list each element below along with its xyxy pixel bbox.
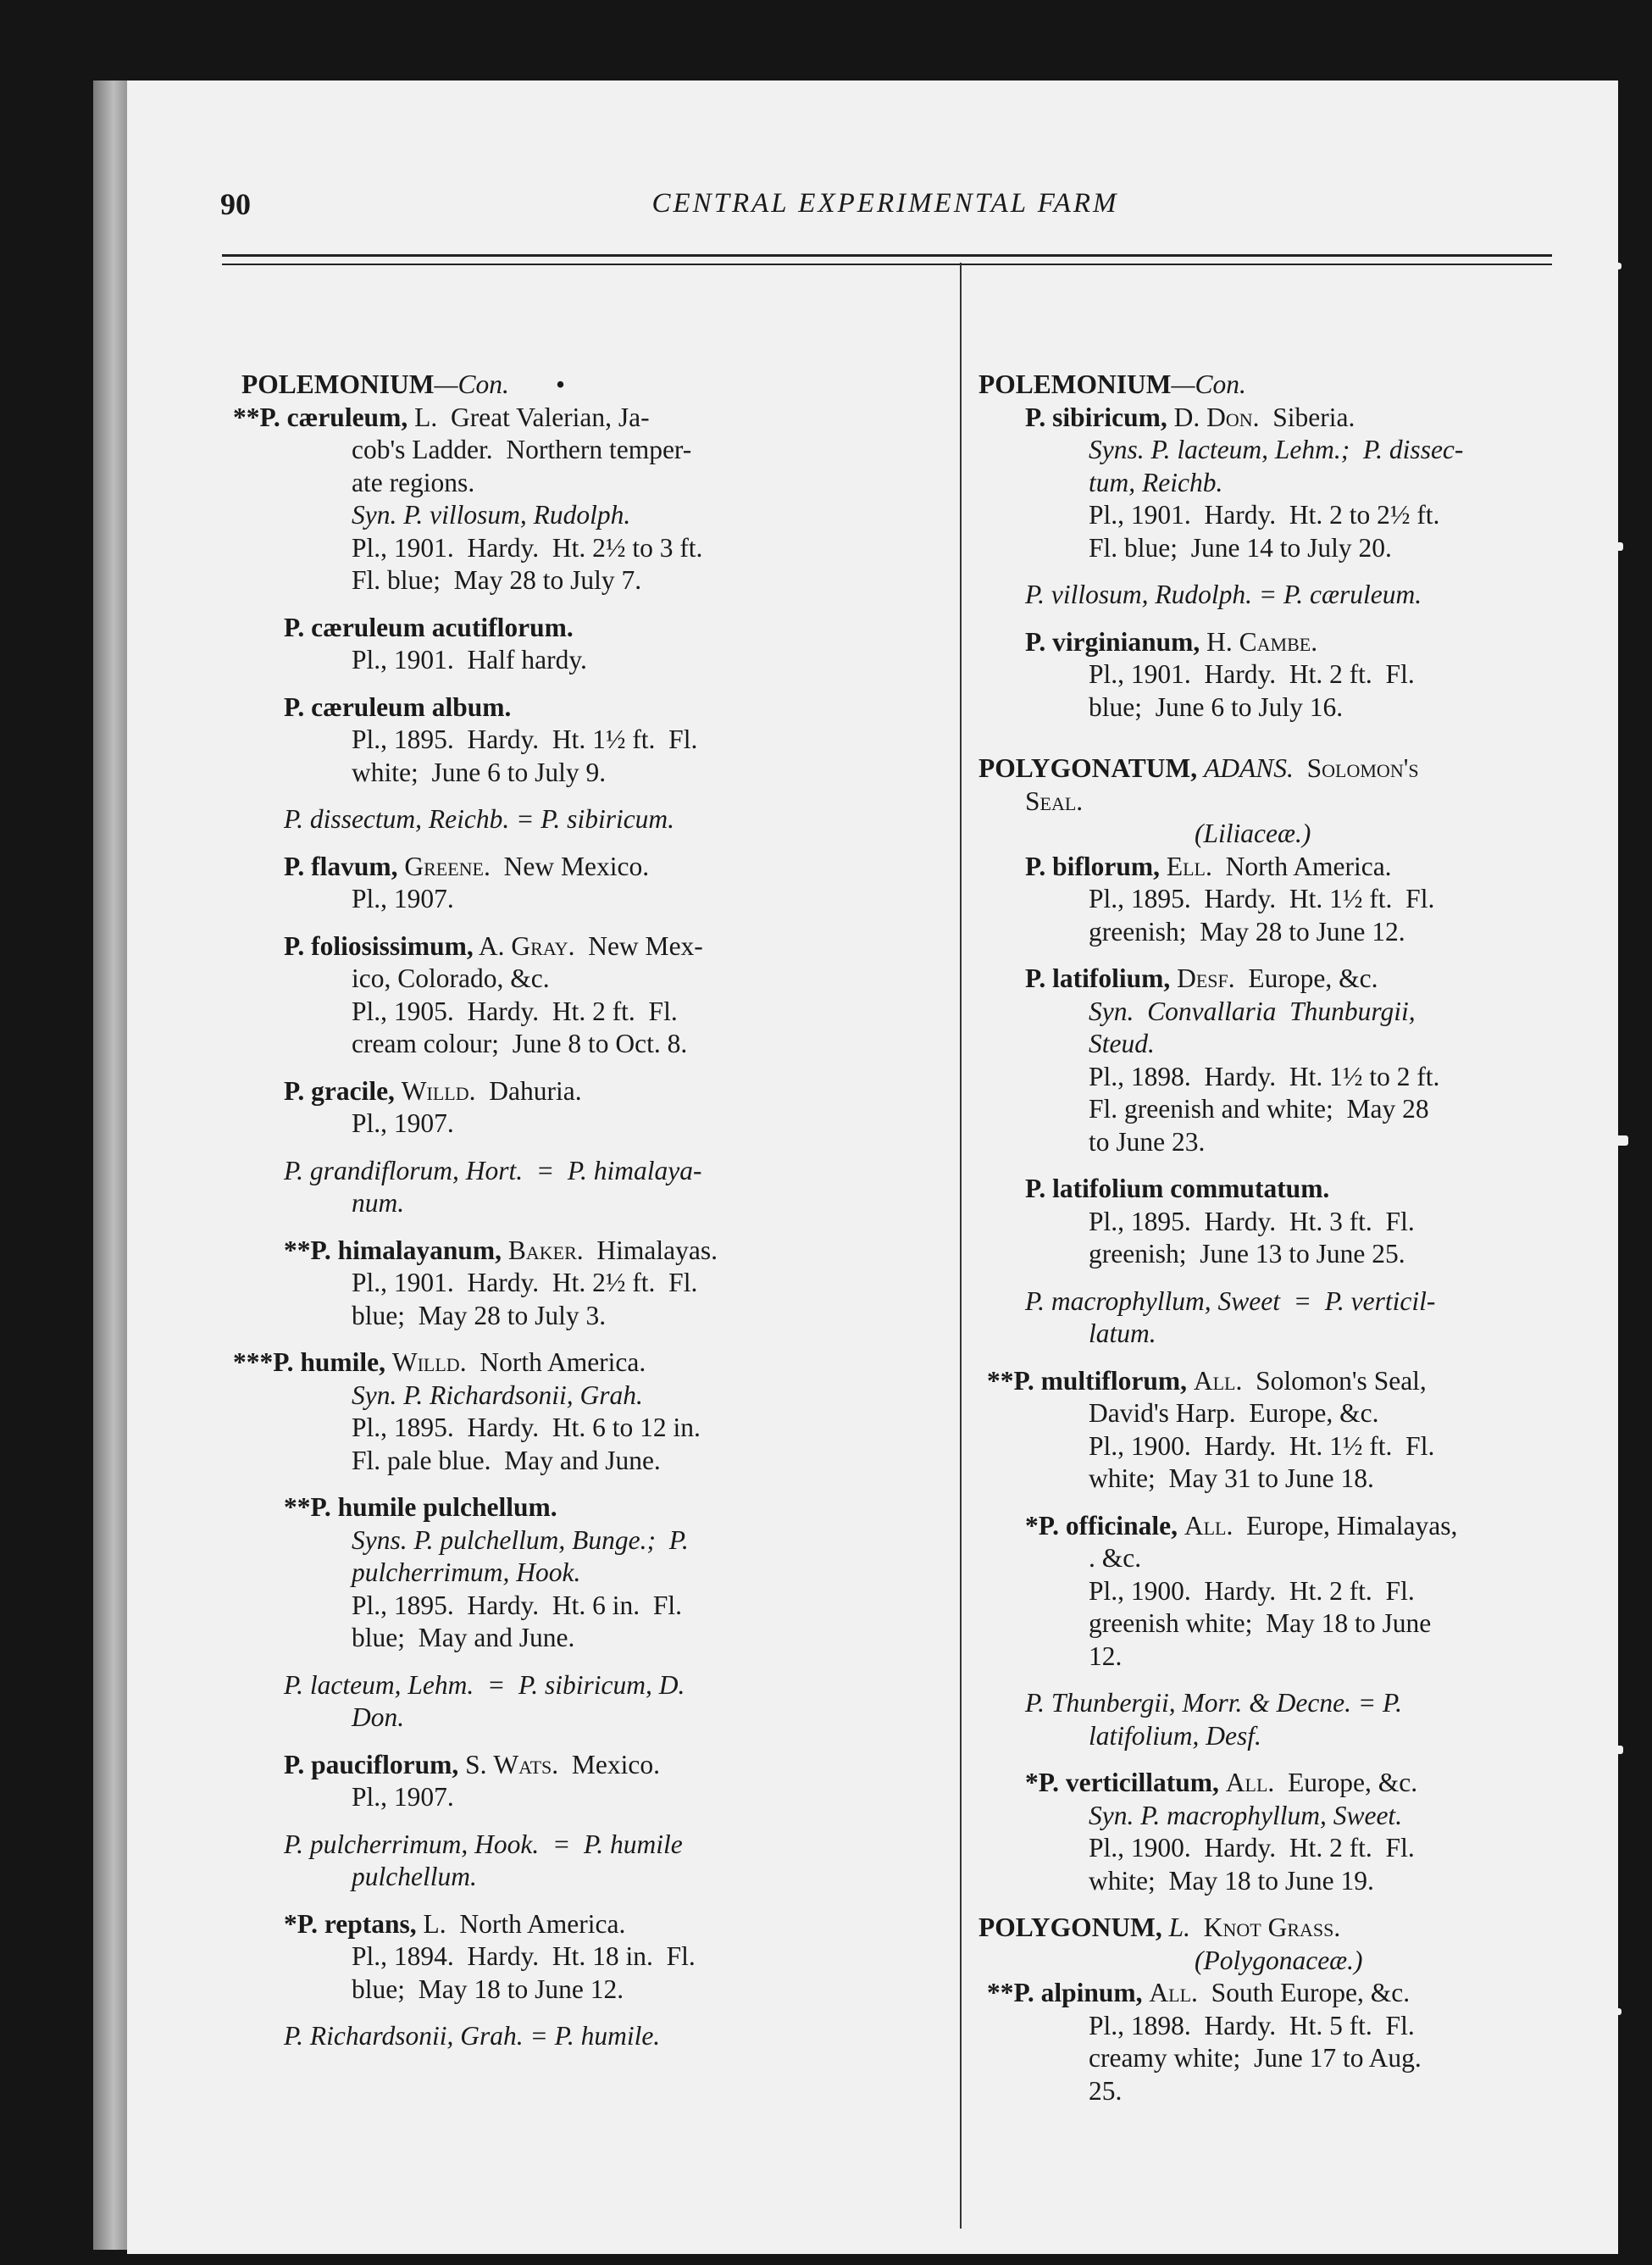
text-line [978,1542,1563,1575]
text-line [233,644,946,677]
text-run [1294,753,1307,783]
text-run [1178,1511,1184,1541]
text-run: Desf. [1177,963,1235,993]
text-run: L. [1168,1912,1190,1942]
text-run: Pl., 1901. Hardy. Ht. 2 to 2½ ft. [1089,500,1440,530]
text-line [978,626,1563,659]
text-line [978,883,1563,916]
text-run: L. North America. [416,1908,626,1939]
text-run: pulcherrimum, Hook. [352,1557,581,1587]
text-line [978,1720,1563,1753]
text-run: Pl., 1901. Half hardy. [352,645,587,675]
text-run: Pl., 1895. Hardy. Ht. 3 ft. Fl. [1089,1206,1415,1236]
text-line [978,1832,1563,1865]
entry-name: **P. multiflorum, [987,1365,1187,1396]
text-line [978,916,1563,949]
entry-name: POLEMONIUM [978,369,1172,399]
text-run: P. dissectum, Reichb. = P. sibiricum. [284,804,675,834]
text-line [978,851,1563,884]
paragraph-gap [978,1271,1563,1285]
text-line [978,1173,1563,1206]
text-run: New Mex- [574,930,703,961]
paragraph-gap [978,948,1563,963]
text-run: H. [1200,626,1239,657]
text-line [978,1575,1563,1608]
text-run: Pl., 1905. Hardy. Ht. 2 ft. Fl. [352,996,678,1026]
text-run: North America. [1211,851,1392,881]
entry-name: **P. humile pulchellum. [284,1492,557,1522]
text-line [233,1557,946,1590]
text-line [233,402,946,435]
text-run: L. Great Valerian, Ja- [407,402,650,432]
text-line [233,369,946,402]
paragraph-gap [978,1496,1563,1510]
text-run: Pl., 1901. Hardy. Ht. 2½ ft. Fl. [352,1268,698,1297]
text-run: white; June 6 to July 9. [352,757,607,787]
text-run: tum, Reichb. [1089,467,1223,497]
text-run: Pl., 1900. Hardy. Ht. 1½ ft. Fl. [1089,1430,1435,1461]
text-run: Solomon's [1306,753,1419,783]
text-line [233,851,946,884]
text-run: blue; May and June. [352,1623,575,1652]
text-run: Willd. [401,1075,476,1106]
text-run: Siberia. [1259,402,1355,432]
text-run: Syn. P. macrophyllum, Sweet. [1089,1800,1403,1830]
text-run: ate regions. [352,467,475,497]
entry-name: **P. cæruleum, [233,402,408,432]
text-run: Syn. P. Richardsonii, Grah. [352,1380,643,1410]
text-line [978,1028,1563,1061]
text-line [978,1238,1563,1271]
text-run: creamy white; June 17 to Aug. [1089,2043,1422,2073]
text-run: Willd. [391,1347,467,1377]
entry-name: POLYGONATUM, [978,753,1198,783]
text-run: . &c. [1089,1543,1142,1573]
entry-name: ***P. humile, [233,1347,385,1377]
text-run: All. [1184,1510,1233,1541]
text-run: —Con. [434,369,509,399]
text-run: 25. [1089,2075,1123,2106]
text-run: Greene. [404,851,491,881]
text-line [978,1061,1563,1094]
text-line [233,499,946,532]
text-line [233,1300,946,1333]
text-line [233,1702,946,1735]
text-line [978,1365,1563,1398]
text-line [233,1829,946,1862]
text-line [978,369,1563,402]
text-line [233,1940,946,1974]
text-line [233,564,946,597]
text-line [978,1912,1563,1945]
text-run: (Liliaceæ.) [1195,819,1311,848]
text-line [978,818,1563,851]
paragraph-gap [233,1332,946,1346]
text-line [233,883,946,916]
text-line [978,1206,1563,1239]
text-line [233,1075,946,1108]
text-run: blue; June 6 to July 16. [1089,691,1344,722]
text-run: Baker. [507,1235,584,1265]
paragraph-gap [978,1752,1563,1767]
text-run: New Mexico. [490,851,650,881]
entry-name: P. biflorum, [1025,851,1160,881]
text-line [978,1800,1563,1833]
text-line [978,2010,1563,2043]
text-run: to June 23. [1089,1126,1206,1157]
text-line [978,579,1563,612]
text-line [233,1491,946,1524]
text-line [978,1510,1563,1543]
text-line [233,1445,946,1478]
paragraph-gap [233,1735,946,1749]
text-run: —Con. [1171,369,1246,399]
text-run [395,1076,402,1106]
text-run: greenish white; May 18 to June [1089,1608,1432,1638]
right-column [978,369,1563,2107]
text-line [978,1430,1563,1463]
text-run: Ell. [1166,851,1212,881]
paragraph-gap [233,2006,946,2020]
text-run [1187,1366,1194,1396]
paragraph-gap [233,789,946,803]
entry-name: **P. alpinum, [987,1978,1143,2007]
text-run: greenish; June 13 to June 25. [1089,1239,1405,1269]
text-run: white; May 18 to June 19. [1089,1865,1374,1896]
paragraph-gap [233,1141,946,1155]
text-line [978,786,1563,819]
paragraph-gap [233,1894,946,1908]
paragraph-gap [978,724,1563,738]
text-line [978,1093,1563,1126]
text-run: Pl., 1901. Hardy. Ht. 2 ft. Fl. [1089,659,1415,689]
text-run: Fl. blue; June 14 to July 20. [1089,532,1392,563]
text-line [978,1318,1563,1351]
paragraph-gap [233,677,946,691]
text-run [1170,963,1177,993]
text-run: greenish; May 28 to June 12. [1089,916,1405,947]
text-line [233,757,946,790]
text-run: P. pulcherrimum, Hook. = P. humile [284,1829,683,1859]
text-line [233,930,946,963]
text-line [233,1908,946,1941]
text-run: cream colour; June 8 to Oct. 8. [352,1029,688,1058]
text-run: Fl. greenish and white; May 28 [1089,1094,1429,1124]
text-run: num. [352,1188,405,1218]
text-line [978,1285,1563,1318]
entry-name: POLEMONIUM [241,369,435,399]
text-run: • [508,369,566,399]
text-line [233,1590,946,1623]
text-line [978,691,1563,724]
text-run: Syns. P. pulchellum, Bunge.; P. [352,1524,689,1555]
text-run [385,1347,392,1377]
text-run: Solomon's Seal, [1242,1365,1427,1396]
text-line [978,1977,1563,2010]
text-line [233,1749,946,1782]
text-line [978,467,1563,500]
entry-name: *P. verticillatum, [1025,1768,1219,1797]
text-run: Pl., 1895. Hardy. Ht. 1½ ft. Fl. [352,724,698,754]
text-run: P. grandiflorum, Hort. = P. himalaya- [284,1155,702,1185]
text-run: Seal. [1025,786,1084,816]
paragraph-gap [978,564,1563,579]
text-run: Gray. [511,930,575,961]
text-run: pulchellum. [352,1862,477,1891]
text-run: latifolium, Desf. [1089,1720,1261,1751]
text-run: Fl. blue; May 28 to July 7. [352,565,642,595]
text-line [233,1108,946,1141]
entry-name: P. latifolium, [1025,963,1171,993]
paragraph-gap [233,1220,946,1235]
text-line [233,1235,946,1268]
entry-name: P. gracile, [284,1075,395,1106]
paragraph-gap [978,1351,1563,1365]
text-line [233,963,946,996]
text-run: A. [473,930,512,961]
paragraph-gap [233,1814,946,1829]
text-line [978,1397,1563,1430]
paragraph-gap [233,836,946,851]
text-line [233,434,946,467]
text-run: P. Thunbergii, Morr. & Decne. = P. [1025,1688,1403,1718]
text-line [233,691,946,724]
text-line [233,1781,946,1814]
text-line [978,996,1563,1029]
text-line [233,1155,946,1188]
text-line [978,1126,1563,1159]
entry-name: P. flavum, [284,851,398,881]
text-run: Pl., 1895. Hardy. Ht. 6 in. Fl. [352,1590,682,1620]
text-line [978,1463,1563,1496]
paragraph-gap [978,1158,1563,1173]
text-run: Pl., 1898. Hardy. Ht. 5 ft. Fl. [1089,2010,1415,2040]
text-run: Wats. [493,1749,559,1779]
book-page [127,80,1618,2254]
paragraph-gap [978,612,1563,626]
text-run: Europe, &c. [1274,1768,1418,1797]
text-line [978,658,1563,691]
left-column [233,369,946,2053]
text-run: Europe, &c. [1234,963,1378,993]
header-rule [222,254,1552,265]
text-run: Syns. P. lacteum, Lehm.; P. dissec- [1089,435,1464,464]
entry-name: P. cæruleum album. [284,691,512,722]
text-run: Don. [1206,402,1260,432]
text-run: Syn. P. villosum, Rudolph. [352,500,631,530]
text-run [1162,1912,1169,1942]
text-run: Pl., 1895. Hardy. Ht. 1½ ft. Fl. [1089,884,1435,913]
text-line [233,1669,946,1702]
column-divider [960,263,962,2229]
entry-name: *P. reptans, [284,1908,417,1939]
paragraph-gap [978,1673,1563,1687]
entry-name: P. pauciflorum, [284,1749,459,1779]
text-line [233,1028,946,1061]
text-run: Pl., 1907. [352,1108,454,1138]
text-run: Pl., 1901. Hardy. Ht. 2½ to 3 ft. [352,532,703,563]
text-line [233,1187,946,1220]
text-run: Himalayas. [583,1235,718,1265]
paragraph-gap [233,1477,946,1491]
text-run [502,1235,508,1265]
text-run: David's Harp. Europe, &c. [1089,1398,1379,1428]
text-run: Europe, Himalayas, [1233,1510,1458,1541]
text-run: All. [1193,1365,1243,1396]
entry-name: P. cæruleum acutiflorum. [284,612,574,642]
text-line [978,1945,1563,1978]
text-line [978,963,1563,996]
page-header [220,186,1550,237]
text-line [978,2042,1563,2075]
text-run: P. Richardsonii, Grah. = P. humile. [284,2021,661,2051]
text-run: Pl., 1900. Hardy. Ht. 2 ft. Fl. [1089,1833,1415,1863]
text-line [978,532,1563,565]
text-run: Pl., 1900. Hardy. Ht. 2 ft. Fl. [1089,1575,1415,1606]
text-run: Cambe. [1239,626,1318,657]
paragraph-gap [233,1061,946,1075]
text-run: Pl., 1898. Hardy. Ht. 1½ to 2 ft. [1089,1061,1440,1091]
paragraph-gap [233,597,946,612]
text-run: P. lacteum, Lehm. = P. sibiricum, D. [284,1669,685,1700]
text-run: ADANS. [1204,753,1294,783]
text-line [978,752,1563,786]
text-run: D. [1167,402,1207,432]
text-run: Steud. [1089,1029,1155,1058]
text-run [1160,852,1167,881]
text-line [233,2020,946,2053]
entry-name: P. virginianum, [1025,626,1200,657]
entry-name: POLYGONUM, [978,1912,1162,1942]
text-run: 12. [1089,1640,1123,1671]
text-run: Pl., 1895. Hardy. Ht. 6 to 12 in. [352,1413,701,1442]
text-line [233,996,946,1029]
text-line [978,499,1563,532]
text-run [1197,753,1204,783]
paragraph-gap [233,916,946,930]
text-run: South Europe, &c. [1197,1978,1411,2007]
text-line [233,532,946,565]
text-line [233,803,946,836]
text-line [233,1380,946,1413]
text-run: Dahuria. [475,1075,582,1106]
text-run: cob's Ladder. Northern temper- [352,435,692,464]
paragraph-gap [978,1897,1563,1912]
text-run: Mexico. [558,1749,660,1779]
text-run: Knot Grass. [1203,1912,1341,1942]
text-line [233,1346,946,1380]
text-run: blue; May 28 to July 3. [352,1300,607,1330]
entry-name: **P. himalayanum, [284,1235,502,1265]
text-line [233,1524,946,1557]
text-line [233,1412,946,1445]
text-line [978,434,1563,467]
paragraph-gap [233,1655,946,1669]
text-run: ico, Colorado, &c. [352,963,550,993]
text-run: S. [458,1749,494,1779]
entry-name: *P. officinale, [1025,1510,1178,1541]
text-line [978,2075,1563,2108]
text-run: blue; May 18 to June 12. [352,1974,624,2004]
page-number: 90 [220,187,251,221]
entry-name: P. latifolium commutatum. [1025,1174,1330,1203]
text-line [233,1861,946,1894]
text-line [978,1767,1563,1800]
text-run: white; May 31 to June 18. [1089,1463,1374,1493]
text-line [978,1640,1563,1674]
text-run: Fl. pale blue. May and June. [352,1445,661,1475]
text-run: Pl., 1907. [352,1782,454,1812]
text-run: All. [1149,1978,1198,2007]
text-line [978,402,1563,435]
text-run: P. villosum, Rudolph. = P. cæruleum. [1025,580,1422,609]
text-line [978,1865,1563,1898]
entry-name: P. sibiricum, [1025,402,1167,432]
text-run: Don. [352,1702,405,1732]
text-line [978,1607,1563,1640]
text-run: latum. [1089,1318,1156,1348]
text-line [233,1974,946,2007]
text-line [978,1687,1563,1720]
text-run: All. [1225,1768,1275,1797]
text-line [233,1622,946,1655]
paragraph-gap [978,738,1563,752]
text-line [233,612,946,645]
text-run [1190,1912,1204,1942]
running-title: CENTRAL EXPERIMENTAL FARM [651,188,1119,219]
text-line [233,1267,946,1300]
text-line [233,724,946,757]
text-run: Syn. Convallaria Thunburgii, [1089,996,1416,1026]
text-run: North America. [466,1347,646,1377]
entry-name: P. foliosissimum, [284,930,474,961]
text-run: Pl., 1907. [352,884,454,913]
text-run [1219,1768,1226,1797]
text-run: P. macrophyllum, Sweet = P. verticil- [1025,1285,1436,1316]
text-run: (Polygonaceæ.) [1195,1945,1363,1975]
text-line [233,467,946,500]
text-run: Pl., 1894. Hardy. Ht. 18 in. Fl. [352,1941,696,1971]
